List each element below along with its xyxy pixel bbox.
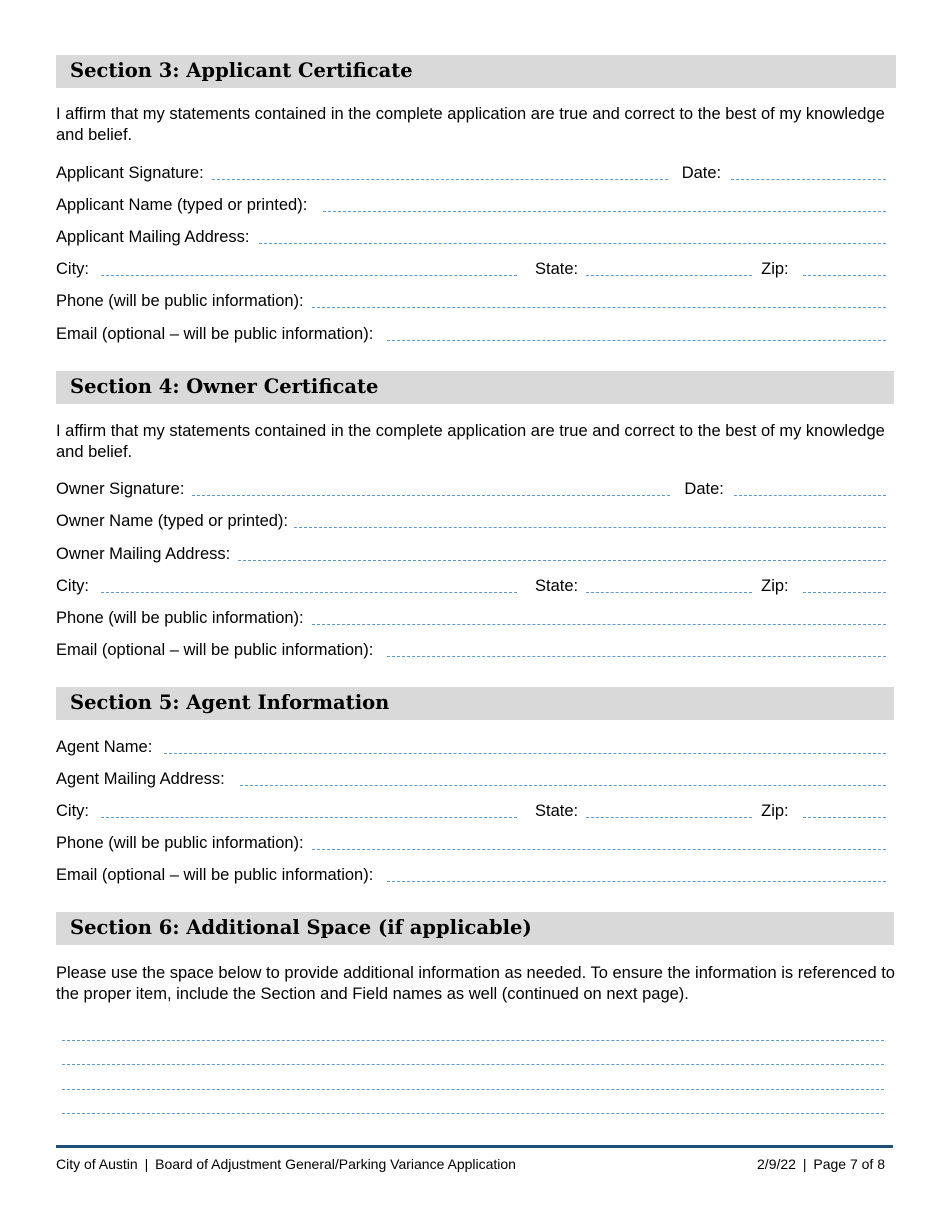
- agent-address-label: Agent Mailing Address:: [56, 770, 225, 788]
- agent-zip-field[interactable]: [803, 817, 886, 818]
- footer-separator: |: [802, 1156, 807, 1172]
- owner-signature-field[interactable]: [192, 495, 670, 496]
- agent-name-row: [56, 735, 886, 757]
- section-4-affirmation: I affirm that my statements contained in the complete application are true and correct to the best of my knowledge and belief.: [56, 422, 885, 461]
- applicant-name-label: Applicant Name (typed or printed):: [56, 196, 308, 214]
- footer-rule: [56, 1145, 893, 1148]
- owner-signature-row: [56, 477, 886, 499]
- applicant-email-label: Email (optional – will be public information):: [56, 325, 374, 343]
- footer-org: City of Austin: [56, 1156, 138, 1172]
- owner-address-label: Owner Mailing Address:: [56, 545, 231, 563]
- agent-address-field[interactable]: [240, 785, 886, 786]
- owner-zip-field[interactable]: [803, 592, 886, 593]
- additional-info-line[interactable]: [62, 1089, 884, 1090]
- applicant-signature-row: [56, 161, 886, 183]
- owner-email-label: Email (optional – will be public information):: [56, 641, 374, 659]
- section-6-heading: Section 6: Additional Space (if applicable): [56, 912, 894, 945]
- applicant-zip-field[interactable]: [803, 275, 886, 276]
- agent-email-label: Email (optional – will be public information):: [56, 866, 374, 884]
- owner-phone-label: Phone (will be public information):: [56, 609, 304, 627]
- agent-name-label: Agent Name:: [56, 738, 153, 756]
- section-6-instructions: Please use the space below to provide additional information as needed. To ensure the information is referenced to the proper item, include the Section and Field names as well (continued on next page).: [56, 964, 895, 1003]
- additional-info-line[interactable]: [62, 1064, 884, 1065]
- applicant-city-label: City:: [56, 260, 89, 278]
- applicant-date-field[interactable]: [731, 179, 886, 180]
- footer-separator: |: [144, 1156, 149, 1172]
- agent-state-label: State:: [535, 802, 579, 820]
- applicant-state-label: State:: [535, 260, 579, 278]
- owner-address-field[interactable]: [238, 560, 886, 561]
- footer-date: 2/9/22: [757, 1156, 796, 1172]
- additional-info-line[interactable]: [62, 1113, 884, 1114]
- owner-phone-field[interactable]: [312, 624, 886, 625]
- applicant-city-row: [56, 257, 886, 279]
- applicant-zip-label: Zip:: [761, 260, 789, 278]
- agent-city-row: [56, 799, 886, 821]
- applicant-address-field[interactable]: [259, 243, 886, 244]
- applicant-address-row: [56, 225, 886, 247]
- owner-date-label: Date:: [684, 480, 724, 498]
- owner-city-field[interactable]: [101, 592, 517, 593]
- footer-right: [757, 1155, 885, 1173]
- applicant-phone-label: Phone (will be public information):: [56, 292, 304, 310]
- owner-date-field[interactable]: [734, 495, 886, 496]
- agent-name-field[interactable]: [164, 753, 886, 754]
- applicant-state-field[interactable]: [586, 275, 752, 276]
- owner-state-label: State:: [535, 577, 579, 595]
- applicant-signature-field[interactable]: [212, 179, 668, 180]
- owner-name-field[interactable]: [294, 527, 886, 528]
- footer-left: [56, 1155, 516, 1173]
- section-4-heading: Section 4: Owner Certificate: [56, 371, 894, 404]
- owner-city-row: [56, 574, 886, 596]
- agent-city-label: City:: [56, 802, 89, 820]
- applicant-email-row: [56, 322, 886, 344]
- applicant-signature-label: Applicant Signature:: [56, 164, 204, 182]
- applicant-name-row: [56, 193, 886, 215]
- owner-zip-label: Zip:: [761, 577, 789, 595]
- applicant-city-field[interactable]: [101, 275, 517, 276]
- owner-state-field[interactable]: [586, 592, 752, 593]
- owner-email-field[interactable]: [387, 656, 886, 657]
- applicant-phone-field[interactable]: [312, 307, 886, 308]
- agent-zip-label: Zip:: [761, 802, 789, 820]
- agent-phone-label: Phone (will be public information):: [56, 834, 304, 852]
- agent-city-field[interactable]: [101, 817, 517, 818]
- applicant-phone-row: [56, 289, 886, 311]
- applicant-name-field[interactable]: [323, 211, 886, 212]
- additional-info-line[interactable]: [62, 1040, 884, 1041]
- applicant-address-label: Applicant Mailing Address:: [56, 228, 250, 246]
- owner-email-row: [56, 638, 886, 660]
- agent-email-row: [56, 863, 886, 885]
- agent-address-row: [56, 767, 886, 789]
- applicant-date-label: Date:: [681, 164, 722, 182]
- agent-state-field[interactable]: [586, 817, 752, 818]
- applicant-email-field[interactable]: [387, 340, 886, 341]
- section-3-affirmation: I affirm that my statements contained in the complete application are true and correct to the best of my knowledge and belief.: [56, 105, 885, 144]
- owner-city-label: City:: [56, 577, 89, 595]
- agent-phone-field[interactable]: [312, 849, 886, 850]
- agent-phone-row: [56, 831, 886, 853]
- footer-page: Page 7 of 8: [813, 1156, 885, 1172]
- owner-name-row: [56, 509, 886, 531]
- owner-phone-row: [56, 606, 886, 628]
- section-5-heading: Section 5: Agent Information: [56, 687, 894, 720]
- section-3-heading: Section 3: Applicant Certificate: [56, 55, 896, 88]
- owner-name-label: Owner Name (typed or printed):: [56, 512, 289, 530]
- footer-doc-title: Board of Adjustment General/Parking Variance Application: [155, 1156, 516, 1172]
- owner-address-row: [56, 542, 886, 564]
- agent-email-field[interactable]: [387, 881, 886, 882]
- owner-signature-label: Owner Signature:: [56, 480, 185, 498]
